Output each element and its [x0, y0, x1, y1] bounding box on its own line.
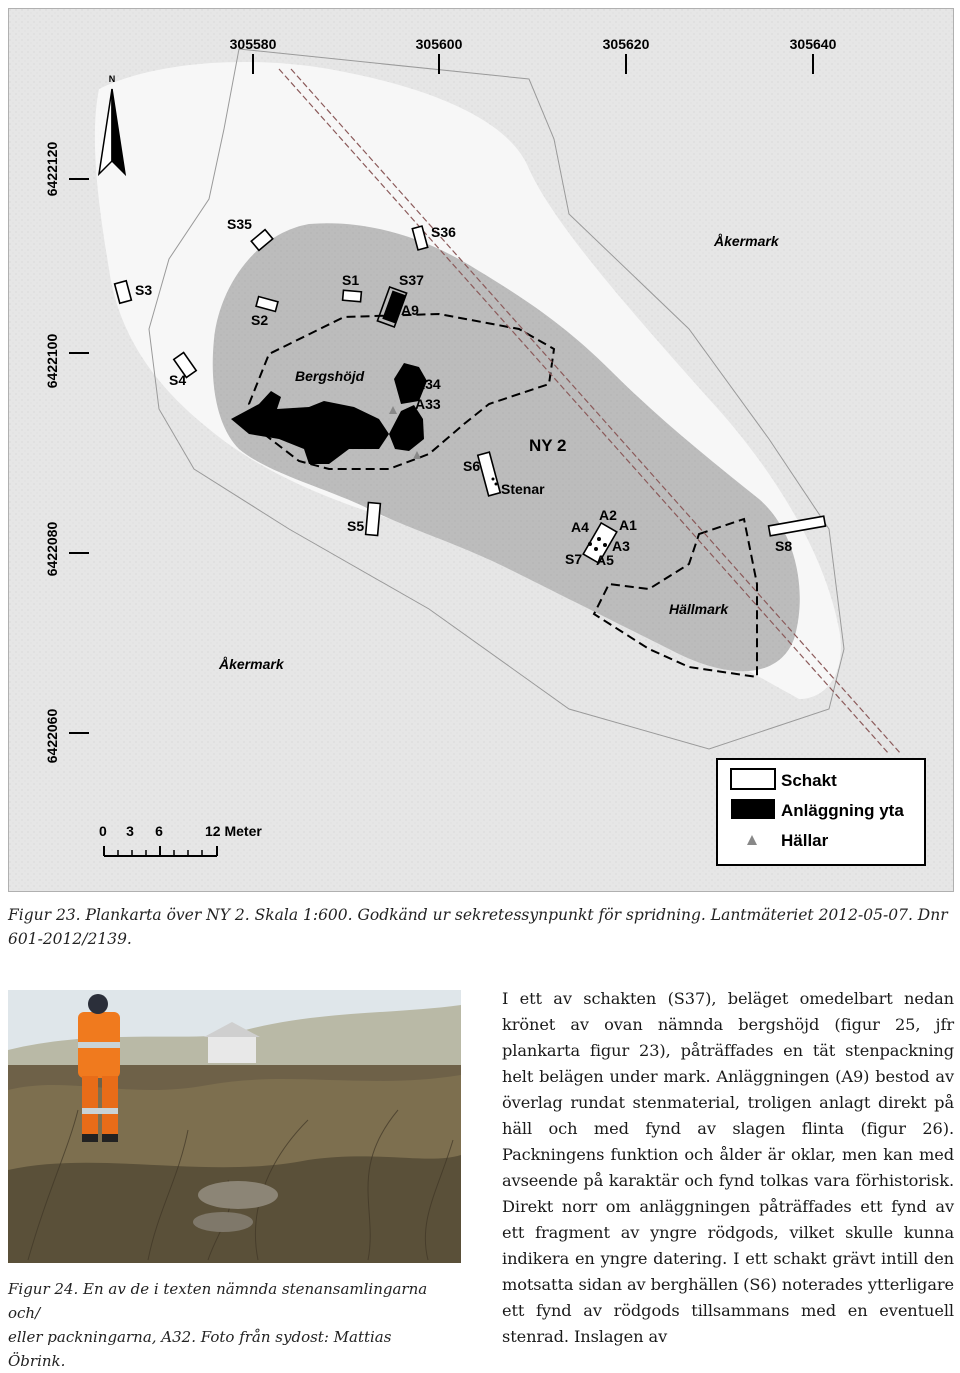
label-s5: S5	[347, 518, 365, 534]
legend-schakt: Schakt	[781, 771, 837, 790]
label-s3: S3	[135, 282, 153, 298]
site-plan-map	[8, 8, 954, 892]
figure-23-caption: Figur 23. Plankarta över NY 2. Skala 1:600. Godkänd ur sekretessynpunkt för spridning. Lantmäteriet 2012-05-07. Dnr 601-2012/2139.	[8, 906, 948, 948]
feature-dot	[594, 547, 598, 551]
feature-dot	[492, 478, 495, 481]
label-s1: S1	[342, 272, 360, 288]
label-site-ny2: NY 2	[529, 436, 567, 455]
body-paragraph: I ett av schakten (S37), beläget omedelbart nedan krönet av ovan nämnda bergshöjd (figur 25, jfr plankarta figur 23), påträffades en tät stenpackning helt belägen under mark. Anläggningen (A9) bestod av överlag rundat stenmaterial, troligen anlagt direkt på häll och med fynd av slagen flinta (figur 26). Packningens funktion och ålder är oklar, men kan med avseende på karaktär och fynd tolkas vara förhistorisk. Direkt norr om anläggningen påträffades ett fynd av ett fragment av yngre rödgods, vilket skulle kunna indikera en yngre datering. I ett schakt grävt intill den motsatta sidan av berghällen (S6) noterades ytterligare ett fynd av rödgods tillsammans med en eventuell stenrad. Inslagen av	[502, 989, 954, 1346]
label-a33: A33	[415, 396, 441, 412]
map-legend	[717, 759, 925, 865]
feature-dot	[597, 537, 601, 541]
label-bergshojd: Bergshöjd	[295, 368, 365, 384]
label-a3: A3	[612, 538, 630, 554]
label-akermark-ne: Åkermark	[714, 233, 779, 249]
figure-24-caption-line1: Figur 24. En av de i texten nämnda stenansamlingarna och/	[8, 1280, 428, 1322]
legend-hallar: Hällar	[781, 831, 829, 850]
feature-dot	[495, 483, 498, 486]
feature-dot	[588, 542, 592, 546]
label-s2: S2	[251, 312, 269, 328]
feature-dot	[603, 543, 607, 547]
x-coord-1: 305580	[229, 36, 277, 52]
label-s7: S7	[565, 551, 583, 567]
label-a2: A2	[599, 507, 617, 523]
legend-anlaggning-swatch	[731, 799, 775, 819]
svg-text:12 Meter: 12 Meter	[205, 823, 262, 839]
label-a1: A1	[619, 517, 637, 533]
label-a34: A34	[415, 376, 441, 392]
legend-schakt-swatch	[731, 769, 775, 789]
label-s37: S37	[399, 272, 424, 288]
svg-text:0: 0	[99, 823, 107, 839]
label-stenar: Stenar	[501, 481, 545, 497]
svg-text:3: 3	[126, 823, 134, 839]
trench-s5	[366, 503, 381, 536]
label-s35: S35	[227, 216, 252, 232]
label-a5: A5	[596, 552, 614, 568]
label-s8: S8	[775, 538, 793, 554]
label-hallmark: Hällmark	[669, 601, 729, 617]
label-akermark-sw: Åkermark	[219, 656, 284, 672]
figure-24-caption	[8, 1277, 448, 1373]
x-coord-4: 305640	[789, 36, 837, 52]
field-photo	[8, 990, 461, 1263]
label-s36: S36	[431, 224, 456, 240]
y-coord-3: 6422080	[44, 521, 60, 577]
map-drawing	[9, 9, 953, 891]
figure-24-caption-line2: eller packningarna, A32. Foto från sydost: Mattias Öbrink.	[8, 1328, 392, 1370]
svg-text:6: 6	[155, 823, 163, 839]
x-coord-3: 305620	[602, 36, 650, 52]
label-s6: S6	[463, 458, 481, 474]
label-a9: A9	[401, 302, 419, 318]
x-coord-2: 305600	[415, 36, 463, 52]
label-a4: A4	[571, 519, 589, 535]
y-coord-2: 6422100	[44, 333, 60, 389]
y-coord-4: 6422060	[44, 708, 60, 764]
north-label: N	[108, 74, 116, 84]
legend-anlaggning: Anläggning yta	[781, 801, 904, 820]
label-s4: S4	[169, 372, 187, 388]
label-a32: A32	[265, 406, 291, 422]
y-coord-1: 6422120	[44, 141, 60, 197]
trench-s1	[343, 290, 362, 302]
